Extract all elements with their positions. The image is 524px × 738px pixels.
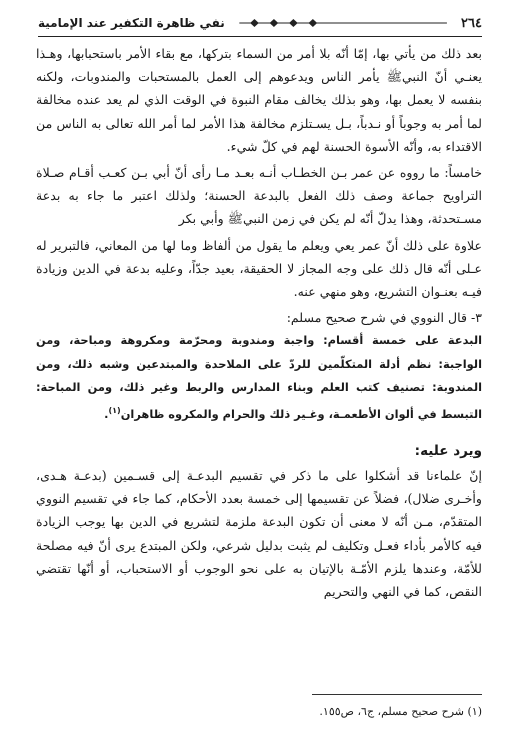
- page-body: [36, 42, 482, 603]
- diamond-icon: [308, 19, 317, 27]
- diamond-icon: [250, 19, 259, 27]
- page-number: ٢٦٤: [461, 15, 482, 31]
- quoted-passage: البدعة على خمسة أقسام: واجبة ومندوبة ومحرّمة ومكروهة ومباحة، ومن الواجبة: نظم أدلة المتكلّمين للردّ على الملاحدة والمبتدعين وشبه ذلك، ومن المندوبة: تصنيف كتب العلم وبناء المدارس والربط وغير ذلك، ومن المباحة: التبسط في ألوان الأطعمـة، وغـير ذلك والحرام والمكروه ظاهران$^{(١)}$.: [36, 333, 482, 421]
- diamond-icon: [289, 19, 298, 27]
- body-paragraph: ٣- قال النووي في شرح صحيح مسلم:: [286, 310, 482, 326]
- footnote-marker[interactable]: (١): [108, 406, 121, 416]
- diamond-icon: [269, 19, 278, 27]
- footnote-rule: [312, 694, 482, 695]
- body-paragraph: إنّ علماءنا قد أشكلوا على ما ذكر في تقسيم البدعـة إلى قسـمين (بدعـة هـدى، وأخـرى ضلال)، فضلاً عن تقسيمها إلى خمسة بعدد الأحكام، كما جاء في تقسيم النووي المتقدّم، مـن أنّه لا معنى أن تكون البدعة ملزمة لتشريع في الدين بها يوجب الزيادة فيه كالأمر بأداء فعـل وتكليف لم يثبت بدليل شرعي، ولكن المبتدع يرى أنّ فيه مصلحة للأمّة، وعندها يلزم الأمّـة بالإتيان به على نحو الوجوب أو الاستحباب، أو أنّها تقتضي النقص، كما في النهي والتحريم: [36, 468, 482, 600]
- body-paragraph: خامساً: ما رووه عن عمر بـن الخطـاب أنـه بعـد مـا رأى أنّ أبي بـن كعـب أقـام صـلاة التراويح جماعة وصف ذلك الفعل بالبدعة الحسنة؛ ولذلك اعتبر ما جاء به بدعة مسـتحدثة، وهذا يدلّ أنّه لم يكن في زمن النبيﷺ وأبي بكر: [36, 165, 482, 227]
- body-paragraph: علاوة على ذلك أنّ عمر يعي ويعلم ما يقول من ألفاظ وما لها من المعاني، فالتبرير له عـلى أنّه قال ذلك على وجه المجاز لا الحقيقة، بعيد جدّاً، وعليه بدعة في الدين وزيادة فيـه بعنـوان التشريع، وهو منهي عنه.: [36, 237, 482, 300]
- ornament-line: [235, 12, 451, 34]
- body-paragraph: بعد ذلك من يأتي بها، إمّا أنّه بلا أمر من السماء بتركها، مع بقاء الأمر باستحبابها، وهـذا يعنـي أنّ النبيﷺ يأمر الناس ويدعوهم إلى العمل بالمستحبات والمندوبات، ولكنه بنفسه لا يعمل بها، وهو بذلك يخالف مقام النبوة في الوقت الذي لم يعد عنده مخالفة لما أمر به وجوباً أو نـدباً، بـل يسـتلزم مخالفة هذا الأمر لما أمر الله تعالى به الناس من الاقتداء به، وأنّه الأسوة الحسنة لهم في كلّ شيء.: [36, 46, 482, 154]
- section-subheading: ويرد عليه:: [414, 443, 482, 460]
- running-title: نفي ظاهرة التكفير عند الإمامية: [38, 16, 225, 30]
- footnote: (١) شرح صحيح مسلم، ج٦، ص١٥٥.: [319, 705, 482, 718]
- quote-text: البدعة على خمسة أقسام: واجبة ومندوبة ومحرّمة ومكروهة ومباحة، ومن الواجبة: نظم أدلة المتكلّمين للردّ على الملاحدة والمبتدعين وشبه ذلك، ومن المندوبة: تصنيف كتب العلم وبناء المدارس والربط وغير ذلك، ومن المباحة: التبسط في ألوان الأطعمـة، وغـير ذلك والحرام والمكروه ظاهران: [36, 333, 482, 421]
- header-rule: [38, 36, 482, 37]
- page-header: [38, 12, 482, 34]
- header-ornament: [235, 12, 451, 34]
